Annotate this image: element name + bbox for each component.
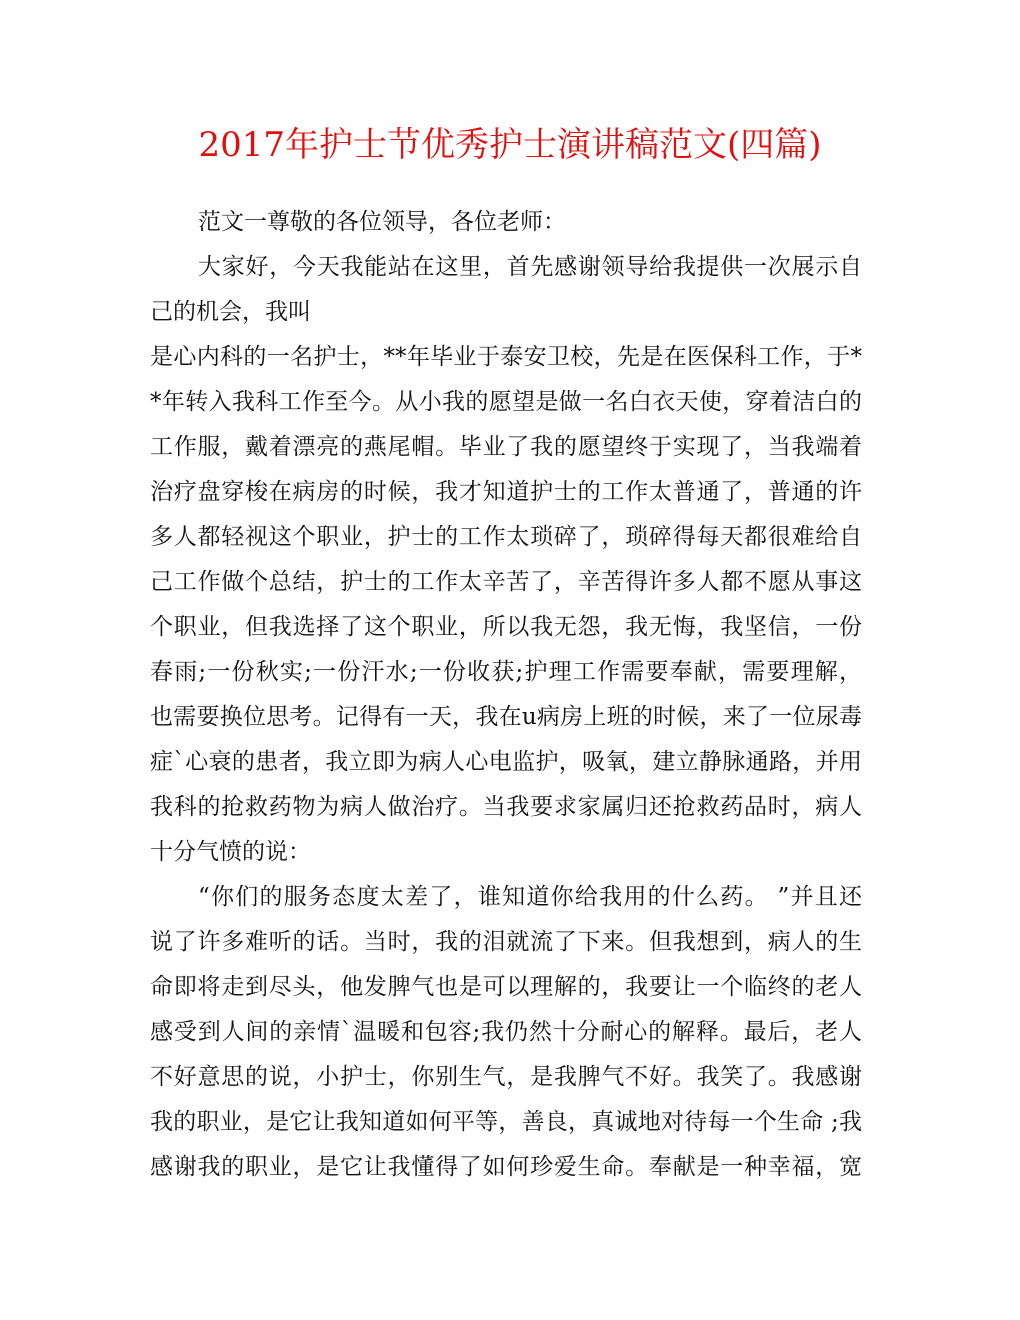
text-line: 春雨;一份秋实;一份汗水;一份收获;护理工作需要奉献，需要理解， [150, 659, 862, 685]
text-line: 也需要换位思考。记得有一天，我在u病房上班的时候，来了一位尿毒 [150, 704, 862, 730]
document-body [150, 200, 862, 1190]
text-line: 症`心衰的患者，我立即为病人心电监护，吸氧，建立静脉通路，并用 [150, 749, 862, 775]
text-line: 感谢我的职业，是它让我懂得了如何珍爱生命。奉献是一种幸福，宽 [150, 1154, 862, 1180]
text-line: 不好意思的说，小护士，你别生气，是我脾气不好。我笑了。我感谢 [150, 1064, 862, 1090]
text-line: 个职业，但我选择了这个职业，所以我无怨，我无悔，我坚信，一份 [150, 614, 862, 640]
text-line: 是心内科的一名护士，**年毕业于泰安卫校，先是在医保科工作，于* [150, 344, 862, 370]
text-line: 感受到人间的亲情`温暖和包容;我仍然十分耐心的解释。最后，老人 [150, 1019, 862, 1045]
text-line: *年转入我科工作至今。从小我的愿望是做一名白衣天使，穿着洁白的 [150, 389, 862, 415]
text-line: 说了许多难听的话。当时，我的泪就流了下来。但我想到，病人的生 [150, 929, 862, 955]
text-line: “你们的服务态度太差了，谁知道你给我用的什么药。 ”并且还 [198, 884, 862, 910]
text-line: 多人都轻视这个职业，护士的工作太琐碎了，琐碎得每天都很难给自 [150, 524, 862, 550]
text-line: 范文一尊敬的各位领导，各位老师： [198, 209, 566, 235]
text-line: 我的职业，是它让我知道如何平等，善良，真诚地对待每一个生命 ;我 [150, 1109, 862, 1135]
text-line: 十分气愤的说： [150, 839, 311, 865]
text-line: 命即将走到尽头，他发脾气也是可以理解的，我要让一个临终的老人 [150, 974, 862, 1000]
text-line: 我科的抢救药物为病人做治疗。当我要求家属归还抢救药品时，病人 [150, 794, 862, 820]
document-title: 2017年护士节优秀护士演讲稿范文(四篇) [198, 125, 822, 165]
text-line: 己的机会，我叫 [150, 299, 311, 325]
text-line: 治疗盘穿梭在病房的时候，我才知道护士的工作太普通了，普通的许 [150, 479, 862, 505]
text-line: 工作服，戴着漂亮的燕尾帽。毕业了我的愿望终于实现了，当我端着 [150, 434, 862, 460]
text-line: 己工作做个总结，护士的工作太辛苦了，辛苦得许多人都不愿从事这 [150, 569, 862, 595]
text-line: 大家好，今天我能站在这里，首先感谢领导给我提供一次展示自 [198, 254, 862, 280]
